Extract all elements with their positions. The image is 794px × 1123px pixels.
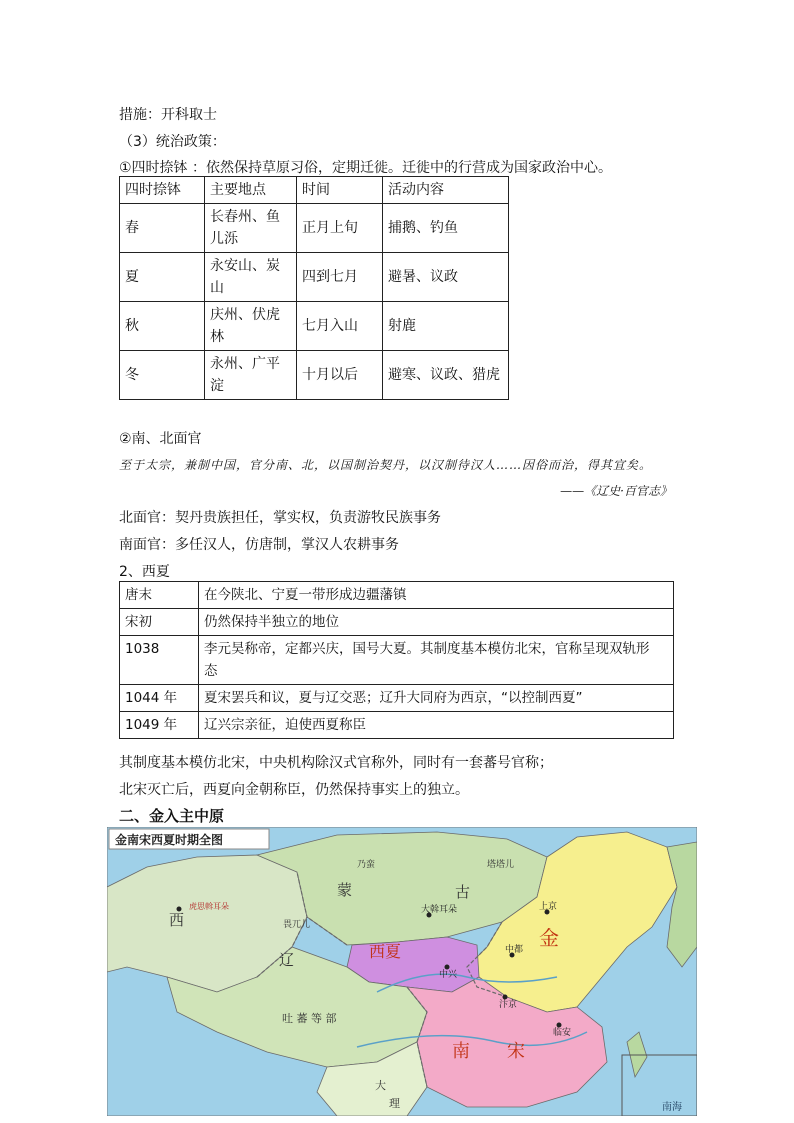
xixia-system-line: 其制度基本模仿北宋，中央机构除汉式官称外，同时有一套蕃号官称； — [119, 755, 553, 771]
policy-heading: （3）统治政策： — [119, 134, 226, 150]
event-cell — [199, 636, 674, 685]
table-row — [120, 685, 674, 712]
time-cell: 正月上旬 — [297, 204, 383, 253]
time-cell: 七月入山 — [297, 302, 383, 351]
period-cell: 唐末 — [120, 582, 199, 609]
event-cell — [199, 582, 674, 609]
place-cell — [205, 253, 297, 302]
season-cell: 冬 — [120, 351, 205, 400]
activity-cell: 捕鹅、钓鱼 — [383, 204, 509, 253]
huwolduo-label: 虎思斡耳朵 — [189, 902, 229, 911]
xiliao-label-2: 辽 — [279, 951, 295, 969]
menggu-label-1: 蒙 — [337, 881, 353, 899]
seasonal-heading: ①四时捺钵 ：依然保持草原习俗，定期迁徙。迁徙中的行营成为国家政治中心。 — [119, 160, 612, 176]
north-official-line: 北面官：契丹贵族担任，掌实权，负责游牧民族事务 — [119, 510, 441, 526]
dali-label-2: 理 — [389, 1097, 400, 1110]
table-row — [120, 204, 509, 253]
jin-heading: 二、金入主中原 — [119, 807, 225, 825]
place-cell — [205, 204, 297, 253]
time-cell: 十月以后 — [297, 351, 383, 400]
zhongxing-label: 中兴 — [439, 970, 458, 980]
place-line: 庆州、伏虎 — [210, 307, 280, 323]
nansong-label-2: 宋 — [507, 1041, 525, 1062]
header-cell: 四时捺钵 — [120, 177, 205, 204]
table-row — [120, 609, 674, 636]
period-cell: 1038 — [120, 636, 199, 685]
city-dot — [503, 995, 508, 1000]
menggu-label-2: 古 — [455, 883, 471, 901]
event-cell — [199, 609, 674, 636]
weiwu-label: 畏兀儿 — [283, 920, 311, 930]
place-line: 儿泺 — [210, 231, 238, 247]
xixia-after-line: 北宋灭亡后，西夏向金朝称臣，仍然保持事实上的独立。 — [119, 782, 469, 798]
table-row — [120, 582, 674, 609]
dawolduo-label: 大斡耳朵 — [421, 905, 458, 915]
quote-source: ——《辽史·百官志》 — [560, 484, 672, 498]
activity-cell: 射鹿 — [383, 302, 509, 351]
xiliao-label-1: 西 — [169, 911, 185, 929]
lin-an-label: 临安 — [553, 1028, 572, 1038]
nansong-label-1: 南 — [452, 1041, 470, 1062]
period-cell: 宋初 — [120, 609, 199, 636]
measure-line: 措施：开科取士 — [119, 107, 217, 123]
nanhai-label: 南海 — [662, 1102, 682, 1113]
place-line: 永安山、炭 — [210, 258, 280, 274]
dali-label-1: 大 — [375, 1079, 386, 1092]
place-cell — [205, 351, 297, 400]
event-cell — [199, 685, 674, 712]
time-cell: 四到七月 — [297, 253, 383, 302]
header-cell: 活动内容 — [383, 177, 509, 204]
season-cell: 春 — [120, 204, 205, 253]
naiman-label: 乃蛮 — [357, 860, 376, 870]
place-cell — [205, 302, 297, 351]
event-cell — [199, 712, 674, 739]
period-cell: 1049 年 — [120, 712, 199, 739]
shangjing-label: 上京 — [539, 902, 558, 912]
seasonal-table — [119, 176, 509, 400]
header-cell: 主要地点 — [205, 177, 297, 204]
liaoshi-quote: 至于太宗，兼制中国，官分南、北，以国制治契丹，以汉制待汉人……因俗而治，得其宜矣。 — [119, 458, 653, 472]
jin-song-xixia-map — [107, 827, 697, 1116]
place-line: 淀 — [210, 378, 224, 394]
place-line: 山 — [210, 280, 224, 296]
city-dot — [445, 965, 450, 970]
city-dot — [177, 907, 182, 912]
table-row — [120, 636, 674, 685]
header-cell: 时间 — [297, 177, 383, 204]
tubo-label: 吐 蕃 等 部 — [282, 1012, 337, 1025]
xixia-heading: 2、西夏 — [119, 564, 170, 580]
table-row — [120, 253, 509, 302]
activity-cell: 避寒、议政、猎虎 — [383, 351, 509, 400]
event-line: 态 — [204, 663, 218, 679]
place-line: 长春州、鱼 — [210, 209, 280, 225]
place-line: 林 — [210, 329, 224, 345]
period-cell: 1044 年 — [120, 685, 199, 712]
table-row — [120, 351, 509, 400]
south-official-line: 南面官：多任汉人，仿唐制，掌汉人农耕事务 — [119, 537, 399, 553]
north-south-heading: ②南、北面官 — [119, 431, 202, 447]
event-line: 在今陕北、宁夏一带形成边疆藩镇 — [204, 587, 407, 603]
event-line: 夏宋罢兵和议，夏与辽交恶；辽升大同府为西京，“以控制西夏” — [204, 690, 583, 706]
xixia-label: 西夏 — [369, 942, 402, 961]
table-header-row — [120, 177, 509, 204]
activity-cell: 避暑、议政 — [383, 253, 509, 302]
city-dot — [557, 1023, 562, 1028]
table-row — [120, 302, 509, 351]
season-cell: 夏 — [120, 253, 205, 302]
jin-label: 金 — [539, 926, 559, 950]
xixia-table — [119, 581, 674, 739]
season-cell: 秋 — [120, 302, 205, 351]
event-line: 仍然保持半独立的地位 — [204, 614, 339, 630]
table-row — [120, 712, 674, 739]
event-line: 李元昊称帝，定都兴庆，国号大夏。其制度基本模仿北宋，官称呈现双轨形 — [204, 641, 650, 657]
bianliang-label: 汴京 — [499, 1000, 518, 1010]
place-line: 永州、广平 — [210, 356, 280, 372]
map-title: 金南宋西夏时期全图 — [115, 833, 224, 847]
zhongdu-label: 中都 — [505, 945, 524, 955]
tatar-label: 塔塔儿 — [487, 860, 515, 870]
event-line: 辽兴宗亲征，迫使西夏称臣 — [204, 717, 366, 733]
